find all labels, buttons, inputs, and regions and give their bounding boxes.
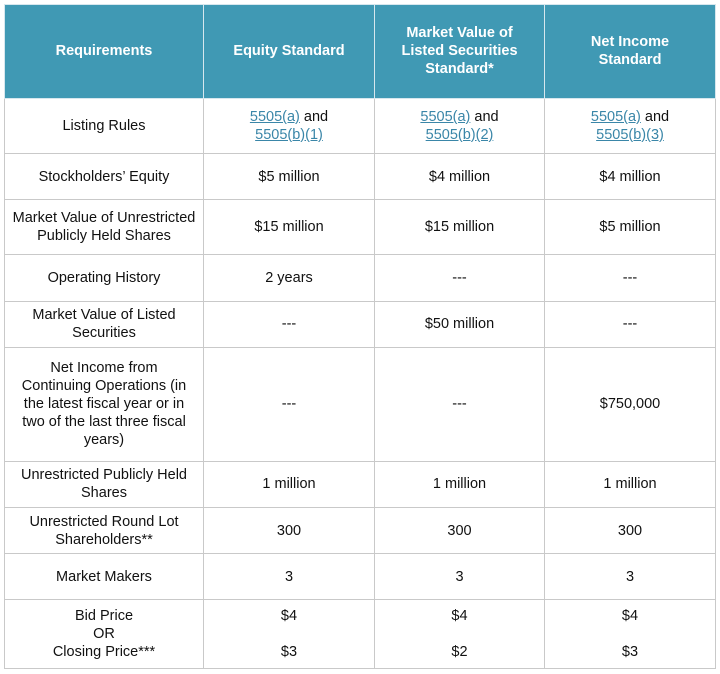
- header-net-income-standard: Net Income Standard: [545, 5, 716, 99]
- table-cell: ---: [375, 348, 545, 462]
- table-cell: 300: [204, 507, 375, 553]
- table-row: [5, 348, 716, 462]
- row-label: Market Value of Unrestricted Publicly Held Shares: [5, 200, 204, 255]
- rule-cell: [545, 98, 716, 153]
- table-cell: 300: [375, 507, 545, 553]
- closing-value: $2: [451, 644, 468, 661]
- table-cell: $4 million: [375, 153, 545, 199]
- row-label: Listing Rules: [5, 98, 204, 153]
- table-cell: ---: [545, 301, 716, 347]
- table-cell: ---: [204, 301, 375, 347]
- row-label: Stockholders’ Equity: [5, 153, 204, 199]
- table-row: [5, 554, 716, 600]
- table-cell: $4 million: [545, 153, 716, 199]
- closing-value: $3: [280, 644, 298, 661]
- rule-link[interactable]: 5505(a): [249, 108, 300, 125]
- rule-and: and: [470, 108, 499, 125]
- row-label: Unrestricted Publicly Held Shares: [5, 461, 204, 507]
- table-cell: 300: [545, 507, 716, 553]
- rule-cell: [375, 98, 545, 153]
- closing-price-label: Closing Price***: [52, 644, 156, 661]
- table-cell: ---: [204, 348, 375, 462]
- row-label: Unrestricted Round Lot Shareholders**: [5, 507, 204, 553]
- table-cell: 2 years: [204, 255, 375, 301]
- table-cell: [375, 600, 545, 669]
- bid-value: $4: [451, 608, 468, 625]
- header-equity-standard: Equity Standard: [204, 5, 375, 99]
- bid-value: $4: [621, 608, 639, 625]
- table-cell: [204, 600, 375, 669]
- rule-link[interactable]: 5505(a): [590, 108, 641, 125]
- rule-and: and: [299, 108, 329, 125]
- rule-link[interactable]: 5505(a): [420, 108, 471, 125]
- row-label: Operating History: [5, 255, 204, 301]
- table-row: [5, 507, 716, 553]
- table-cell: $750,000: [545, 348, 716, 462]
- rule-link[interactable]: 5505(b)(2): [425, 126, 494, 143]
- table-cell: $15 million: [204, 200, 375, 255]
- table-cell: $5 million: [545, 200, 716, 255]
- table-cell: 3: [545, 554, 716, 600]
- row-label: [5, 600, 204, 669]
- rule-link[interactable]: 5505(b)(1): [255, 126, 323, 143]
- table-row: [5, 600, 716, 669]
- row-label: Market Value of Listed Securities: [5, 301, 204, 347]
- table-row: [5, 98, 716, 153]
- bid-value: $4: [280, 608, 298, 625]
- table-cell: 3: [375, 554, 545, 600]
- header-requirements: Requirements: [5, 5, 204, 99]
- table-cell: $5 million: [204, 153, 375, 199]
- or-label: OR: [93, 626, 115, 643]
- table-cell: 1 million: [545, 461, 716, 507]
- closing-value: $3: [621, 644, 639, 661]
- row-label: Market Makers: [5, 554, 204, 600]
- table-row: [5, 200, 716, 255]
- table-cell: [545, 600, 716, 669]
- rule-cell: [204, 98, 375, 153]
- header-market-value-standard: Market Value of Listed Securities Standard*: [375, 5, 545, 99]
- table-row: [5, 255, 716, 301]
- row-label: Net Income from Continuing Operations (in the latest fiscal year or in two of the last three fiscal years): [5, 348, 204, 462]
- bid-price-label: Bid Price: [74, 608, 134, 625]
- table-row: [5, 153, 716, 199]
- table-cell: ---: [545, 255, 716, 301]
- table-cell: 1 million: [375, 461, 545, 507]
- rule-link[interactable]: 5505(b)(3): [596, 126, 664, 143]
- table-cell: 1 million: [204, 461, 375, 507]
- table-cell: $15 million: [375, 200, 545, 255]
- table-cell: 3: [204, 554, 375, 600]
- listing-requirements-table: [4, 4, 716, 669]
- rule-and: and: [640, 108, 670, 125]
- table-row: [5, 301, 716, 347]
- table-cell: ---: [375, 255, 545, 301]
- header-row: [5, 5, 716, 99]
- table-cell: $50 million: [375, 301, 545, 347]
- table-row: [5, 461, 716, 507]
